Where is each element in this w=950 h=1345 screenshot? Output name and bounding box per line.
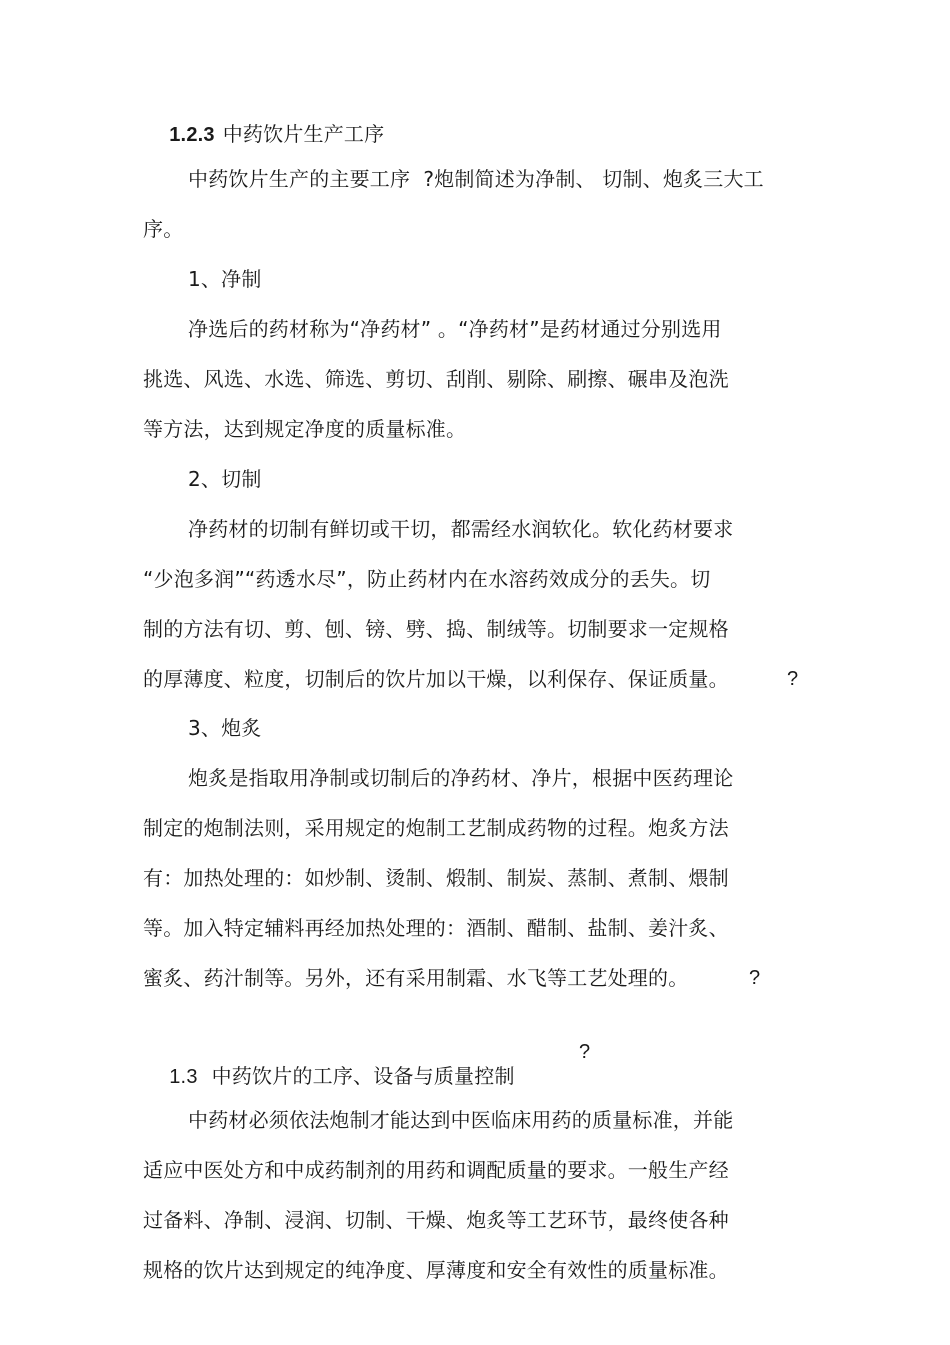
item-2-line-4: 的厚薄度、粒度，切制后的饮片加以干燥，以利保存、保证质量。 xyxy=(143,667,729,691)
item-2-line-3: 制的方法有切、剪、刨、镑、劈、捣、制绒等。切制要求一定规格 xyxy=(143,617,729,641)
intro-line-2: 序。 xyxy=(143,217,184,241)
item-2-line-1: 净药材的切制有鲜切或干切，都需经水润软化。软化药材要求 xyxy=(188,517,734,541)
item-1-line-3: 等方法，达到规定净度的质量标准。 xyxy=(143,417,467,441)
item-3-line-4: 等。加入特定辅料再经加热处理的：酒制、醋制、盐制、姜汁炙、 xyxy=(143,916,729,940)
item-1-line-1: 净选后的药材称为“净药材” 。“净药材”是药材通过分别选用 xyxy=(188,317,722,341)
section-1-3-line-2: 适应中医处方和中成药制剂的用药和调配质量的要求。一般生产经 xyxy=(143,1158,729,1182)
item-1-line-2: 挑选、风选、水选、筛选、剪切、刮削、剔除、刷擦、碾串及泡洗 xyxy=(143,367,729,391)
intro-line-1: 中药饮片生产的主要工序 ?炮制简述为净制、 切制、炮炙三大工 xyxy=(188,167,764,191)
item-3-line-3: 有：加热处理的：如炒制、烫制、煅制、制炭、蒸制、煮制、煨制 xyxy=(143,866,729,890)
item-3-line-5: 蜜炙、药汁制等。另外，还有采用制霜、水飞等工艺处理的。 xyxy=(143,966,689,990)
item-2-line-2: “少泡多润”“药透水尽”，防止药材内在水溶药效成分的丢失。切 xyxy=(143,567,711,591)
item-3-trailing-mark: ? xyxy=(749,967,761,989)
section-number: 1.3 xyxy=(169,1066,198,1088)
item-1-title: 1、净制 xyxy=(188,267,262,291)
section-number: 1.2.3 xyxy=(169,124,215,146)
section-1-3-trailing-mark: ? xyxy=(579,1041,591,1063)
item-3-title: 3、炮炙 xyxy=(188,716,262,740)
item-3-line-1: 炮炙是指取用净制或切制后的净药材、净片，根据中医药理论 xyxy=(188,766,734,790)
section-title: 中药饮片的工序、设备与质量控制 xyxy=(211,1064,515,1088)
section-1-3-line-1: 中药材必须依法炮制才能达到中医临床用药的质量标准，并能 xyxy=(188,1108,734,1132)
section-heading-1-3 xyxy=(143,1040,515,1113)
item-2-trailing-mark: ? xyxy=(787,668,799,690)
section-title: 中药饮片生产工序 xyxy=(222,122,385,146)
section-1-3-line-4: 规格的饮片达到规定的纯净度、厚薄度和安全有效性的质量标准。 xyxy=(143,1258,729,1282)
section-1-3-line-3: 过备料、净制、浸润、切制、干燥、炮炙等工艺环节，最终使各种 xyxy=(143,1208,729,1232)
section-heading-1-2-3 xyxy=(143,98,384,171)
item-3-line-2: 制定的炮制法则，采用规定的炮制工艺制成药物的过程。炮炙方法 xyxy=(143,816,729,840)
item-2-title: 2、切制 xyxy=(188,467,262,491)
